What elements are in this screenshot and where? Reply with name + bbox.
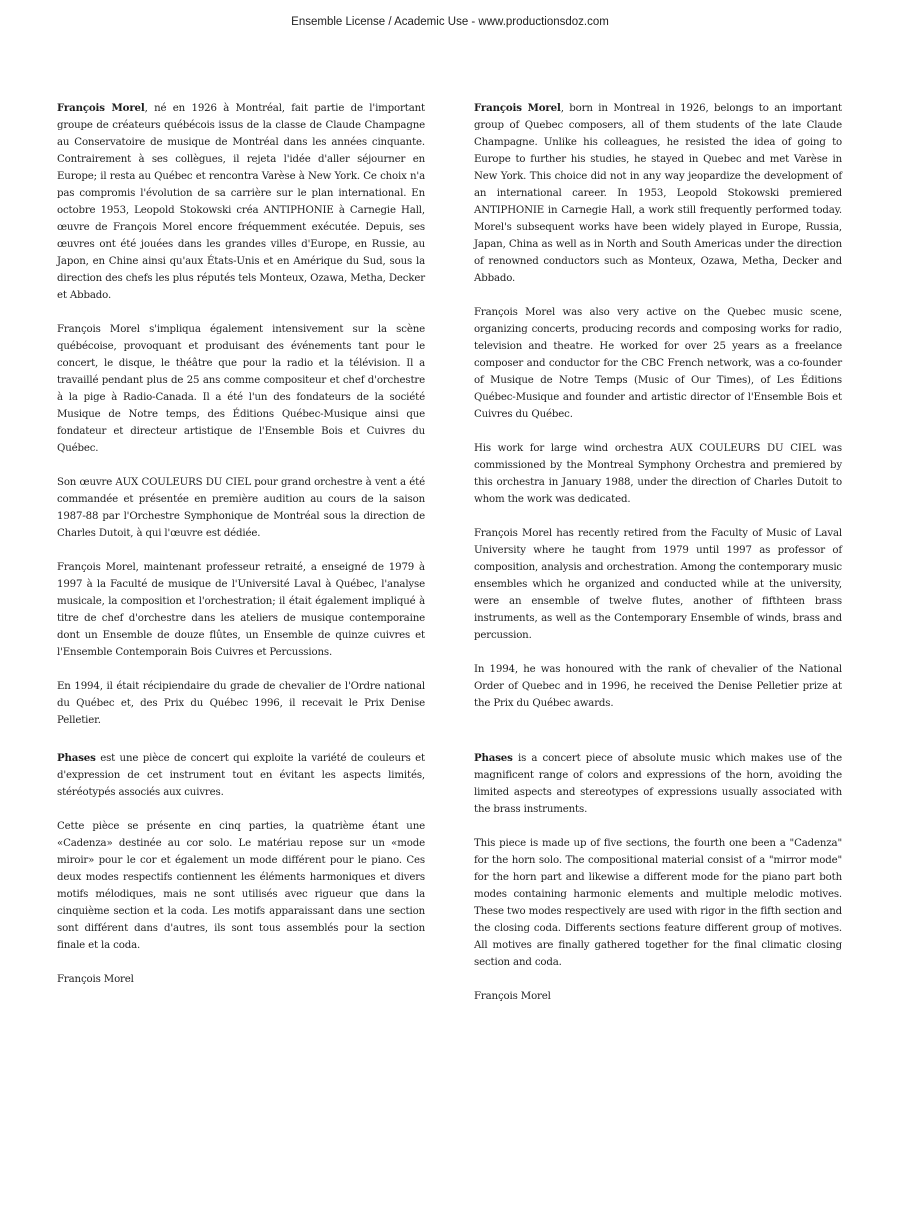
composer-name: François Morel bbox=[57, 102, 145, 114]
bio-fr-paragraph-5: En 1994, il était récipiendaire du grade de chevalier de l'Ordre national du Québec et, des Prix du Québec 1996, il recevait le Prix Denise Pelletier. bbox=[57, 681, 425, 726]
bio-fr-paragraph-3: Son œuvre AUX COULEURS DU CIEL pour grand orchestre à vent a été commandée et présentée en première audition au cours de la saison 1987-88 par l'Orchestre Symphonique de Montréal sous la direction de Charles Dutoit, à qui l'œuvre est dédiée. bbox=[57, 477, 425, 539]
license-header: Ensemble License / Academic Use - www.productionsdoz.com bbox=[291, 16, 609, 28]
program-note-english bbox=[474, 750, 842, 1022]
piece-title: Phases bbox=[474, 752, 513, 764]
bio-fr-paragraph-4: François Morel, maintenant professeur retraité, a enseigné de 1979 à 1997 à la Faculté de musique de l'Université Laval à Québec, l'analyse musicale, la composition et l'orchestration; il était également impliqué à titre de chef d'orchestre dans les ateliers de musique contemporaine dont un Ensemble de douze flûtes, un Ensemble de quinze cuivres et l'Ensemble Contemporain Bois Cuivres et Percussions. bbox=[57, 562, 425, 658]
bio-en-paragraph-2: François Morel was also very active on the Quebec music scene, organizing concerts, producing records and composing works for radio, television and theatre. He worked for over 25 years as a freelance composer and conductor for the CBC French network, was a co-founder of Musique de Notre Temps (Music of Our Times), of Les Éditions Québec-Musique and founder and artistic director of l'Ensemble Bois et Cuivres du Québec. bbox=[474, 307, 842, 420]
composer-name: François Morel bbox=[474, 102, 561, 114]
note-en-paragraph-2: This piece is made up of five sections, the fourth one been a "Cadenza" for the horn solo. The compositional material consist of a "mirror mode" for the horn part and likewise a different mode for the piano part both modes containing harmonic elements and multiple melodic motives. These two modes respectively are used with rigor in the fifth section and the closing coda. Differents sections feature different group of motives. All motives are finally gathered together for the final climatic closing section and coda. bbox=[474, 838, 842, 968]
program-note-french bbox=[57, 750, 425, 1005]
bio-fr-paragraph-1: François Morel, né en 1926 à Montréal, fait partie de l'important groupe de créateurs québécois issus de la classe de Claude Champagne au Conservatoire de musique de Montréal dans les années cinquante. Contrairement à ses collègues, il rejeta l'idée d'aller séjourner en Europe; il resta au Québec et rencontra Varèse à New York. Ce choix n'a pas compromis l'évolution de sa carrière sur le plan international. En octobre 1953, Leopold Stokowski créa ANTIPHONIE à Carnegie Hall, œuvre de François Morel encore fréquemment exécutée. Depuis, ses œuvres ont été jouées dans les grandes villes d'Europe, en Russie, au Japon, en Chine ainsi qu'aux États-Unis et en Amérique du Sud, sous la direction des chefs les plus réputés tels Monteux, Ozawa, Metha, Decker et Abbado. bbox=[57, 102, 425, 301]
note-fr-paragraph-2: Cette pièce se présente en cinq parties, la quatrième étant une «Cadenza» destinée au cor solo. Le matériau repose sur un «mode miroir» pour le cor et également un mode différent pour le piano. Ces deux modes respectifs contiennent les éléments harmoniques et divers motifs mélodiques, mais ne sont utilisés avec rigueur que dans la cinquième section et la coda. Les motifs apparaissant dans une section sont différent dans d'autres, ils sont tous assemblés pour la section finale et la coda. bbox=[57, 821, 425, 951]
note-en-paragraph-1: Phases is a concert piece of absolute music which makes use of the magnificent range of colors and expressions of the horn, avoiding the limited aspects and stereotypes of expressions usually associated with the brass instruments. bbox=[474, 752, 842, 815]
biography-english bbox=[474, 100, 842, 729]
signature: François Morel bbox=[57, 974, 134, 985]
bio-en-paragraph-1: François Morel, born in Montreal in 1926, belongs to an important group of Quebec composers, all of them students of the late Claude Champagne. Unlike his colleagues, he resisted the idea of going to Europe to further his studies, he stayed in Quebec and met Varèse in New York. This choice did not in any way jeopardize the development of an international career. In 1953, Leopold Stokowski premiered ANTIPHONIE in Carnegie Hall, a work still frequently performed today. Morel's subsequent works have been widely played in Europe, Russia, Japan, China as well as in North and South Americas under the direction of renowned conductors such as Monteux, Ozawa, Metha, Decker and Abbado. bbox=[474, 102, 842, 284]
bio-en-paragraph-5: In 1994, he was honoured with the rank of chevalier of the National Order of Quebec and in 1996, he received the Denise Pelletier prize at the Prix du Québec awards. bbox=[474, 664, 842, 709]
piece-title: Phases bbox=[57, 752, 96, 764]
bio-fr-paragraph-2: François Morel s'impliqua également intensivement sur la scène québécoise, provoquant et produisant des événements tant pour le concert, le disque, le théâtre que pour la radio et la télévision. Il a travaillé pendant plus de 25 ans comme compositeur et chef d'orchestre à la pige à Radio-Canada. Il a été l'un des fondateurs de la société Musique de Notre temps, des Éditions Québec-Musique ainsi que fondateur et directeur artistique de l'Ensemble Bois et Cuivres du Québec. bbox=[57, 324, 425, 454]
biography-french bbox=[57, 100, 425, 746]
signature: François Morel bbox=[474, 991, 551, 1002]
note-fr-paragraph-1: Phases est une pièce de concert qui exploite la variété de couleurs et d'expression de cet instrument tout en évitant les aspects limités, stéréotypés associés aux cuivres. bbox=[57, 752, 425, 798]
bio-en-paragraph-4: François Morel has recently retired from the Faculty of Music of Laval University where he taught from 1979 until 1997 as professor of composition, analysis and orchestration. Among the contemporary music ensembles which he organized and conducted while at the university, were an ensemble of twelve flutes, another of fifthteen brass instruments, as well as the Contemporary Ensemble of winds, brass and percussion. bbox=[474, 528, 842, 641]
bio-en-paragraph-3: His work for large wind orchestra AUX COULEURS DU CIEL was commissioned by the Montreal Symphony Orchestra and premiered by this orchestra in January 1988, under the direction of Charles Dutoit to whom the work was dedicated. bbox=[474, 443, 842, 505]
